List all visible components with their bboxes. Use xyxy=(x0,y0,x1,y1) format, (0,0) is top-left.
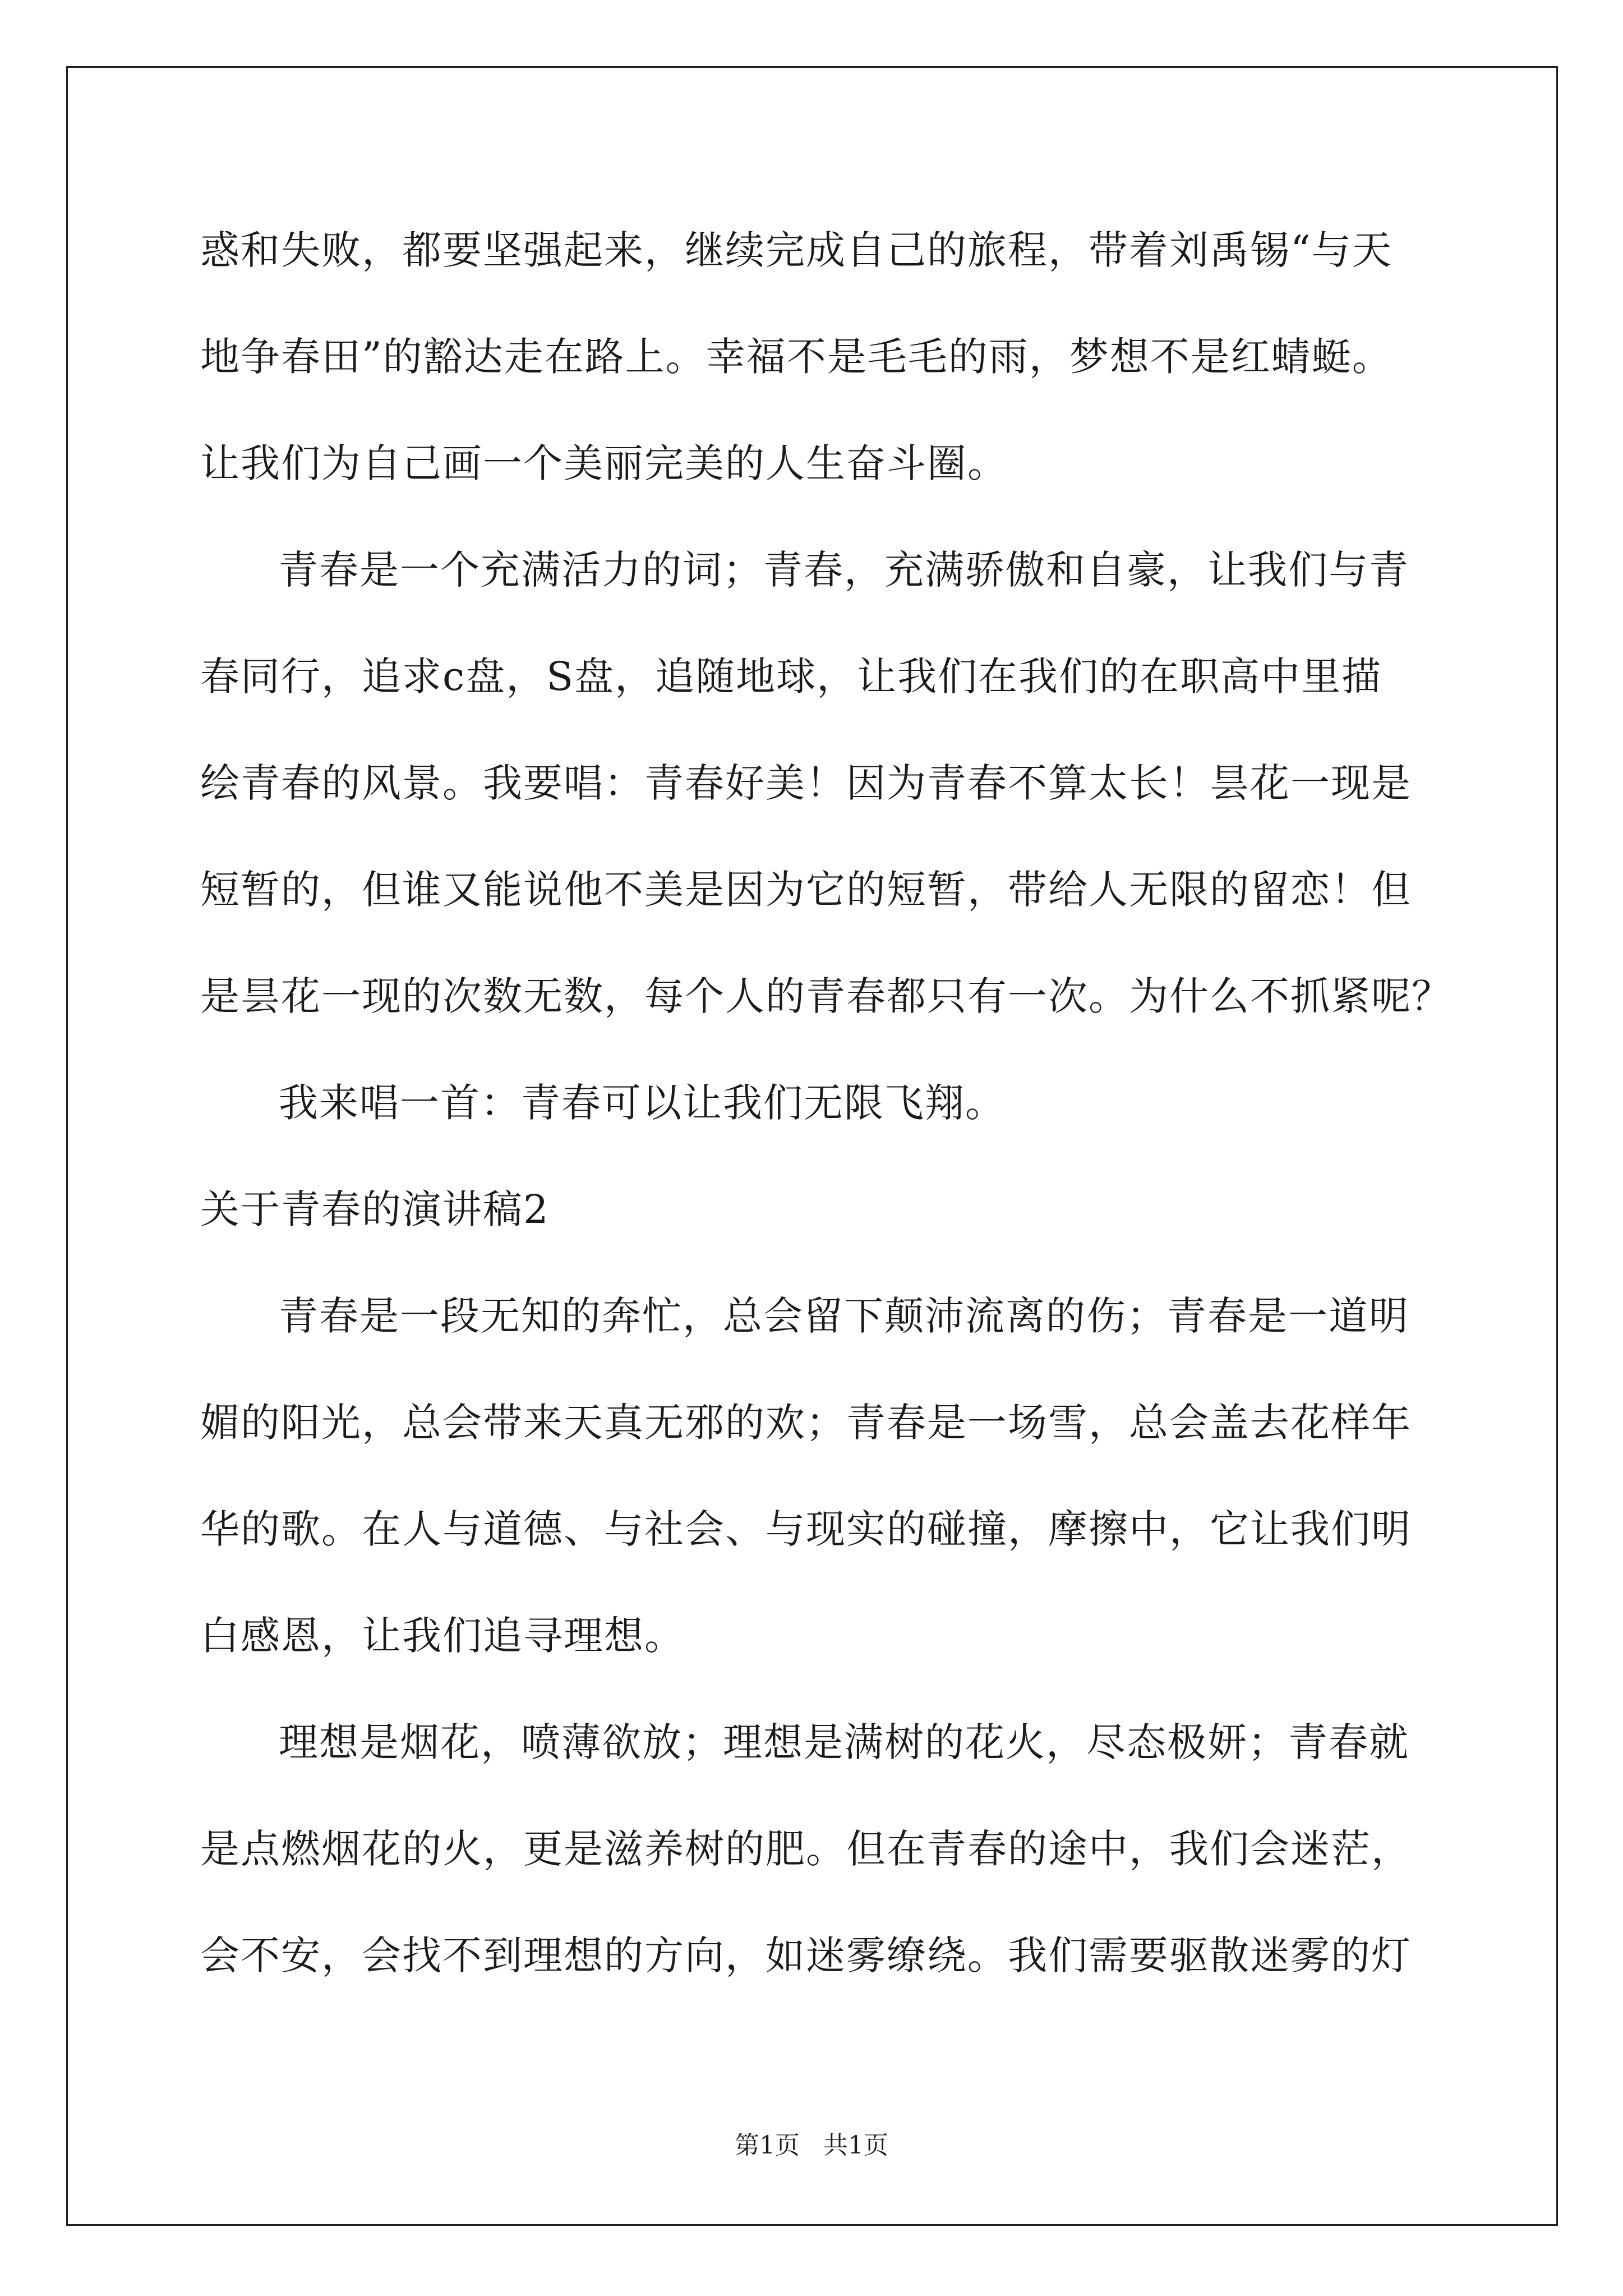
text-line: 会不安，会找不到理想的方向，如迷雾缭绕。我们需要驱散迷雾的灯 xyxy=(200,1932,1412,1978)
page-number: 第1页 xyxy=(735,2131,800,2160)
paragraph-start-line: 青春是一个充满活力的词；青春，充满骄傲和自豪，让我们与青 xyxy=(279,547,1409,593)
text-line: 是昙花一现的次数无数，每个人的青春都只有一次。为什么不抓紧呢？ xyxy=(200,973,1452,1019)
text-line: 短暂的，但谁又能说他不美是因为它的短暂，带给人无限的留恋！但 xyxy=(200,867,1412,913)
section-heading: 关于青春的演讲稿2 xyxy=(200,1186,550,1232)
paragraph-start-line: 我来唱一首：青春可以让我们无限飞翔。 xyxy=(279,1080,1006,1126)
text-line: 白感恩，让我们追寻理想。 xyxy=(200,1613,685,1659)
paragraph-start-line: 理想是烟花，喷薄欲放；理想是满树的花火，尽态极妍；青春就 xyxy=(279,1719,1409,1765)
text-line: 春同行，追求c盘，S盘，追随地球，让我们在我们的在职高中里描 xyxy=(200,654,1382,700)
text-line: 地争春田”的豁达走在路上。幸福不是毛毛的雨，梦想不是红蜻蜓。 xyxy=(200,334,1393,380)
page-footer xyxy=(0,2129,1623,2162)
text-line: 惑和失败，都要坚强起来，继续完成自己的旅程，带着刘禹锡“与天 xyxy=(200,227,1393,273)
text-line: 绘青春的风景。我要唱：青春好美！因为青春不算太长！昙花一现是 xyxy=(200,760,1412,806)
text-line: 媚的阳光，总会带来天真无邪的欢；青春是一场雪，总会盖去花样年 xyxy=(200,1400,1412,1446)
text-line: 是点燃烟花的火，更是滋养树的肥。但在青春的途中，我们会迷茫， xyxy=(200,1826,1412,1872)
page-total: 共1页 xyxy=(823,2131,888,2160)
document-body xyxy=(200,217,1452,2028)
text-line: 华的歌。在人与道德、与社会、与现实的碰撞，摩擦中，它让我们明 xyxy=(200,1506,1412,1552)
paragraph-start-line: 青春是一段无知的奔忙，总会留下颠沛流离的伤；青春是一道明 xyxy=(279,1293,1409,1339)
text-line: 让我们为自己画一个美丽完美的人生奋斗圈。 xyxy=(200,440,1008,486)
